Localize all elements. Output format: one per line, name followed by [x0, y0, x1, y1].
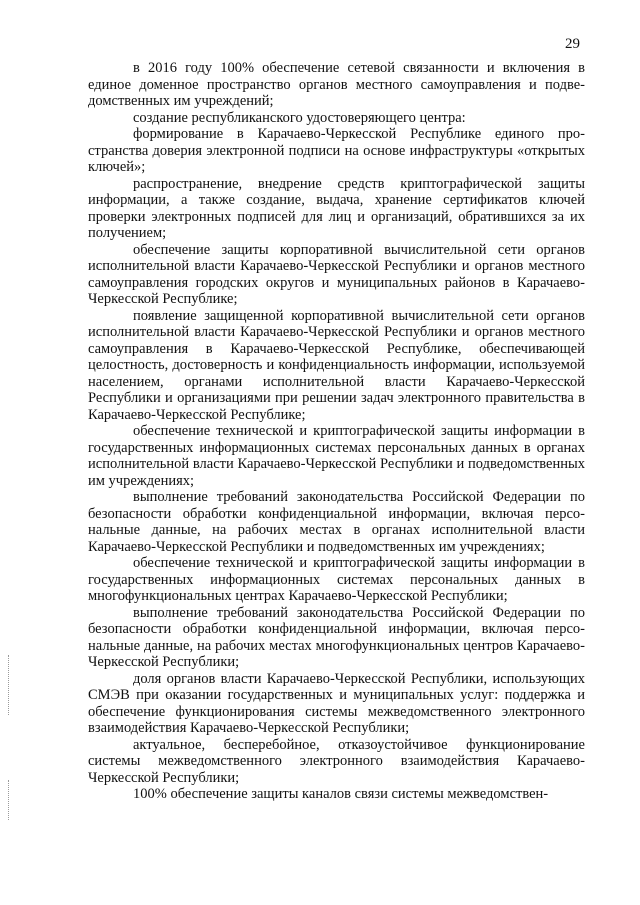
paragraph-6: появление защищенной корпоративной вычислительной сети органов исполнительной власти Карачаево-Черкесской Республики и органов местного самоуправления в Карачаево-Черкесской Республике, обеспечивающей целостность, достоверность и конфиденциальность информации, используемой населением, органами исполнительной власти Карачаево-Черкесской Республики и организациями при решении задач электронного правительства в Карачаево-Черкесской Республике;	[88, 307, 585, 423]
paragraph-7: обеспечение технической и криптографической защиты информации в государственных информационных системах персональных данных в органах исполнительной власти Карачаево-Черкесской Республики и подведомственных им учреждениях;	[88, 423, 585, 489]
paragraph-1: в 2016 году 100% обеспечение сетевой связанности и включения в единое доменное пространство органов местного самоуправления и подведомственных им учреждений;	[88, 60, 585, 109]
paragraph-11: доля органов власти Карачаево-Черкесской Республики, использующих СМЭВ при оказании государственных и муниципальных услуг: поддержка и обеспечение функционирования системы межведомственного электронного взаимодействия Карачаево-Черкесской Республики;	[88, 670, 585, 736]
paragraph-3: формирование в Карачаево-Черкесской Республике единого пространства доверия электронной подписи на основе инфраструктуры «открытых ключей»;	[88, 126, 585, 175]
paragraph-8: выполнение требований законодательства Российской Федерации по безопасности обработки конфиденциальной информации, включая персональные данные, на рабочих местах в органах исполнительной власти Карачаево-Черкесской Республики и подведомственных им учреждениях;	[88, 489, 585, 555]
scan-margin-mark	[8, 655, 11, 715]
paragraph-13: 100% обеспечение защиты каналов связи системы межведомствен-	[133, 786, 549, 802]
paragraph-10: выполнение требований законодательства Российской Федерации по безопасности обработки конфиденциальной информации, включая персональные данные, на рабочих местах многофункциональных центров Карачаево-Черкесской Республики;	[88, 604, 585, 670]
paragraph-12: актуальное, бесперебойное, отказоустойчивое функционирование системы межведомственного электронного взаимодействия Карачаево-Черкесской Республики;	[88, 736, 585, 786]
paragraph-5: обеспечение защиты корпоративной вычислительной сети органов исполнительной власти Карачаево-Черкесской Республики и органов местного самоуправления городских округов и муниципальных районов в Карачаево-Черкесской Республике;	[88, 241, 585, 307]
page-number: 29	[565, 36, 580, 52]
paragraph-4: распространение, внедрение средств криптографической защиты информации, а также создание, выдача, хранение сертификатов ключей проверки электронных подписей для лиц и организаций, обратившихся за их получением;	[88, 175, 585, 241]
document-body	[88, 60, 585, 803]
paragraph-2: создание республиканского удостоверяющего центра:	[133, 109, 466, 126]
scan-margin-mark	[8, 780, 11, 820]
paragraph-9: обеспечение технической и криптографической защиты информации в государственных информационных системах персональных данных в многофункциональных центрах Карачаево-Черкесской Республики;	[88, 555, 585, 604]
